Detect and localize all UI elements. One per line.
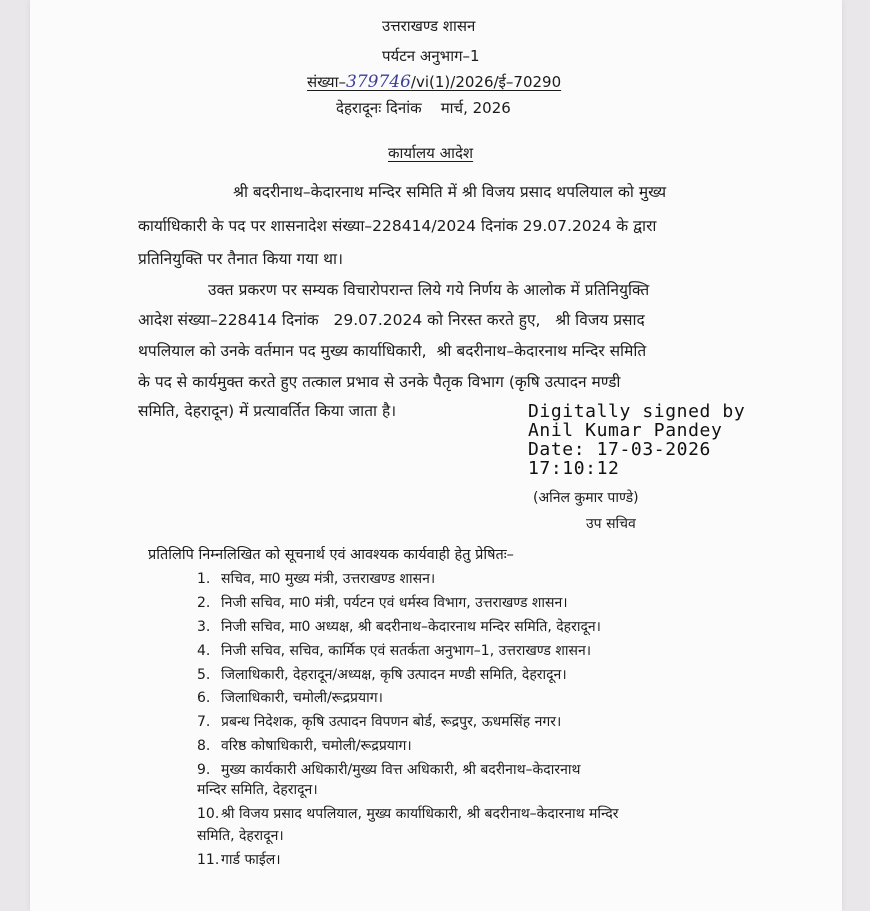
para1-line3: प्रतिनियुक्ति पर तैनात किया गया था। — [138, 250, 343, 268]
list-item: 7. प्रबन्ध निदेशक, कृषि उत्पादन विपणन बोर्ड, रूद्रपुर, ऊधमसिंह नगर। — [197, 714, 562, 730]
list-item: 5. जिलाधिकारी, देहरादून/अध्यक्ष, कृषि उत्पादन मण्डी समिति, देहरादून। — [197, 667, 567, 683]
para2-line3: थपलियाल को उनके वर्तमान पद मुख्य कार्याधिकारी, श्री बदरीनाथ–केदारनाथ मन्दिर समिति — [138, 342, 647, 360]
signatory-designation: उप सचिव — [586, 516, 636, 532]
para1-line1: श्री बदरीनाथ–केदारनाथ मन्दिर समिति में श्री विजय प्रसाद थपलियाल को मुख्य — [233, 183, 667, 201]
digital-signature — [528, 402, 745, 478]
list-item: 11. गार्ड फाईल। — [197, 852, 281, 868]
sig-line-3: Date: 17-03-2026 — [528, 439, 711, 460]
list-item-continuation: समिति, देहरादून। — [197, 828, 284, 844]
document-page — [30, 0, 842, 911]
list-item: 3. निजी सचिव, मा0 अध्यक्ष, श्री बदरीनाथ–केदारनाथ मन्दिर समिति, देहरादून। — [197, 619, 601, 635]
reference-handwritten: 379746 — [346, 72, 411, 92]
list-item: 2. निजी सचिव, मा0 मंत्री, पर्यटन एवं धर्मस्व विभाग, उत्तराखण्ड शासन। — [197, 595, 568, 611]
list-item: 4. निजी सचिव, सचिव, कार्मिक एवं सतर्कता अनुभाग–1, उत्तराखण्ड शासन। — [197, 643, 592, 659]
reference-prefix: संख्या– — [307, 73, 347, 91]
sig-line-2: Anil Kumar Pandey — [528, 420, 723, 441]
list-item-continuation: मन्दिर समिति, देहरादून। — [197, 782, 318, 798]
place-date: देहरादूनः दिनांक मार्च, 2026 — [336, 99, 511, 117]
list-item: 8. वरिष्ठ कोषाधिकारी, चमोली/रूद्रप्रयाग। — [197, 738, 412, 754]
sig-line-1: Digitally signed by — [528, 401, 746, 422]
list-item: 6. जिलाधिकारी, चमोली/रूद्रप्रयाग। — [197, 690, 383, 706]
signatory-name: (अनिल कुमार पाण्डे) — [533, 490, 639, 506]
para2-line4: के पद से कार्यमुक्त करते हुए तत्काल प्रभाव से उनके पैतृक विभाग (कृषि उत्पादन मण्डी — [138, 373, 621, 391]
copy-to-heading: प्रतिलिपि निम्नलिखित को सूचनार्थ एवं आवश्यक कार्यवाही हेतु प्रेषितः– — [148, 547, 514, 563]
sig-line-4: 17:10:12 — [528, 458, 620, 479]
list-item: 1. सचिव, मा0 मुख्य मंत्री, उत्तराखण्ड शासन। — [197, 571, 436, 587]
reference-number — [307, 72, 561, 92]
para1-line2: कार्याधिकारी के पद पर शासनादेश संख्या–228414/2024 दिनांक 29.07.2024 के द्वारा — [138, 217, 657, 235]
para2-line2: आदेश संख्या–228414 दिनांक 29.07.2024 को निरस्त करते हुए, श्री विजय प्रसाद — [138, 311, 645, 329]
para2-line5: समिति, देहरादून) में प्रत्यावर्तित किया जाता है। — [138, 402, 397, 420]
department-name: पर्यटन अनुभाग–1 — [382, 47, 480, 65]
list-item: 10. श्री विजय प्रसाद थपलियाल, मुख्य कार्याधिकारी, श्री बदरीनाथ–केदारनाथ मन्दिर — [197, 806, 619, 822]
reference-suffix: /vi(1)/2026/ई–70290 — [410, 73, 562, 91]
order-title: कार्यालय आदेश — [388, 144, 474, 162]
para2-line1: उक्त प्रकरण पर सम्यक विचारोपरान्त लिये गये निर्णय के आलोक में प्रतिनियुक्ति — [208, 281, 650, 299]
list-item: 9. मुख्य कार्यकारी अधिकारी/मुख्य वित्त अधिकारी, श्री बदरीनाथ–केदारनाथ — [197, 762, 581, 778]
government-name: उत्तराखण्ड शासन — [382, 17, 476, 35]
